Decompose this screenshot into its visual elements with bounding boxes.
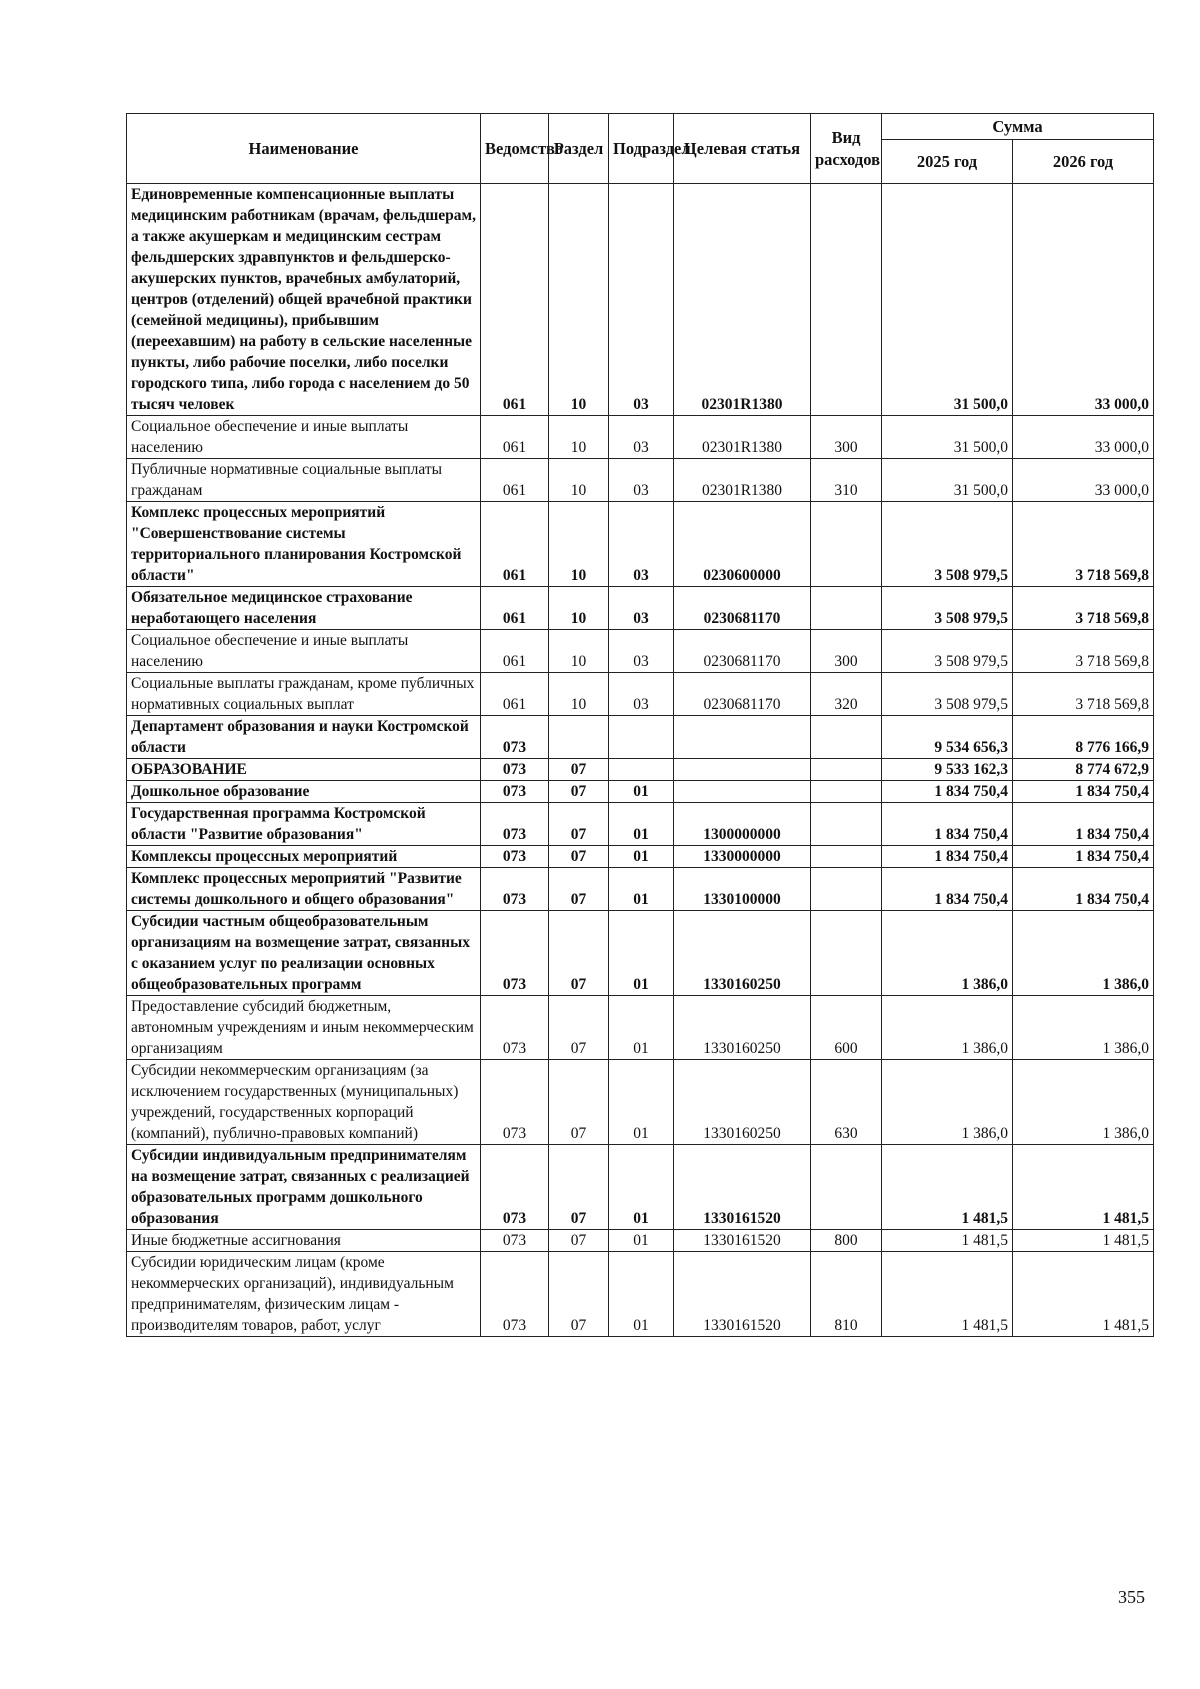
row-vid-rashodov [811,184,882,416]
row-vedomstvo: 073 [481,996,549,1060]
row-razdel: 07 [549,868,609,911]
row-vid-rashodov [811,716,882,759]
row-vid-rashodov: 320 [811,673,882,716]
row-razdel: 07 [549,759,609,781]
row-celevaya-statya: 0230681170 [674,587,811,630]
row-razdel: 07 [549,1252,609,1337]
table-row [127,803,1154,846]
row-vid-rashodov: 630 [811,1060,882,1145]
row-vedomstvo: 061 [481,459,549,502]
row-vedomstvo: 061 [481,416,549,459]
row-celevaya-statya: 02301R1380 [674,184,811,416]
row-celevaya-statya: 1330160250 [674,996,811,1060]
row-vid-rashodov [811,781,882,803]
row-podrazdel: 03 [609,673,674,716]
row-vedomstvo: 073 [481,1145,549,1230]
row-vedomstvo: 061 [481,184,549,416]
row-sum-2026: 1 386,0 [1013,911,1154,996]
row-celevaya-statya: 1330160250 [674,1060,811,1145]
row-celevaya-statya: 02301R1380 [674,416,811,459]
row-sum-2025: 1 834 750,4 [882,846,1013,868]
row-razdel: 10 [549,502,609,587]
row-name: Государственная программа Костромской области "Развитие образования" [127,803,481,846]
row-vid-rashodov [811,502,882,587]
row-name: Единовременные компенсационные выплаты медицинским работникам (врачам, фельдшерам, а также акушеркам и медицинским сестрам фельдшерских здравпунктов и фельдшерско-акушерских пунктов, врачебных амбулаторий, центров (отделений) общей врачебной практики (семейной медицины), прибывшим (переехавшим) на работу в сельские населенные пункты, либо рабочие поселки, либо поселки городского типа, либо города с населением до 50 тысяч человек [127,184,481,416]
row-name: Комплекс процессных мероприятий "Развитие системы дошкольного и общего образования" [127,868,481,911]
row-podrazdel: 03 [609,587,674,630]
header-year-2026: 2026 год [1013,140,1154,184]
row-vedomstvo: 073 [481,911,549,996]
header-vedomstvo: Ведомство [481,114,549,184]
row-podrazdel: 01 [609,911,674,996]
row-razdel: 10 [549,416,609,459]
row-vid-rashodov: 810 [811,1252,882,1337]
table-row [127,1230,1154,1252]
row-vid-rashodov [811,911,882,996]
row-sum-2025: 1 834 750,4 [882,803,1013,846]
row-podrazdel: 01 [609,1145,674,1230]
row-vid-rashodov [811,803,882,846]
row-vedomstvo: 073 [481,1060,549,1145]
row-vedomstvo: 061 [481,587,549,630]
row-vedomstvo: 073 [481,759,549,781]
row-sum-2025: 1 834 750,4 [882,781,1013,803]
table-row [127,630,1154,673]
table-row [127,759,1154,781]
row-sum-2025: 3 508 979,5 [882,630,1013,673]
row-sum-2025: 1 386,0 [882,1060,1013,1145]
table-body [127,184,1154,1337]
row-celevaya-statya: 1330160250 [674,911,811,996]
row-razdel: 07 [549,846,609,868]
table-row [127,996,1154,1060]
row-celevaya-statya: 02301R1380 [674,459,811,502]
row-sum-2026: 1 834 750,4 [1013,846,1154,868]
row-sum-2025: 31 500,0 [882,459,1013,502]
row-sum-2026: 1 386,0 [1013,996,1154,1060]
row-celevaya-statya: 1330161520 [674,1230,811,1252]
row-celevaya-statya: 0230600000 [674,502,811,587]
row-razdel [549,716,609,759]
row-celevaya-statya [674,781,811,803]
row-sum-2026: 1 834 750,4 [1013,803,1154,846]
row-vedomstvo: 073 [481,846,549,868]
row-sum-2026: 1 386,0 [1013,1060,1154,1145]
row-name: Социальные выплаты гражданам, кроме публичных нормативных социальных выплат [127,673,481,716]
header-year-2025: 2025 год [882,140,1013,184]
row-sum-2025: 31 500,0 [882,184,1013,416]
row-name: Обязательное медицинское страхование неработающего населения [127,587,481,630]
row-sum-2025: 9 533 162,3 [882,759,1013,781]
row-name: Иные бюджетные ассигнования [127,1230,481,1252]
row-podrazdel: 03 [609,502,674,587]
row-sum-2026: 3 718 569,8 [1013,502,1154,587]
table-row [127,781,1154,803]
row-razdel: 07 [549,996,609,1060]
row-vid-rashodov [811,868,882,911]
row-podrazdel [609,716,674,759]
row-sum-2026: 1 481,5 [1013,1252,1154,1337]
row-podrazdel [609,759,674,781]
row-vedomstvo: 073 [481,1230,549,1252]
row-podrazdel: 03 [609,184,674,416]
row-sum-2026: 1 481,5 [1013,1145,1154,1230]
table-row [127,184,1154,416]
row-vid-rashodov [811,1145,882,1230]
row-sum-2026: 33 000,0 [1013,416,1154,459]
row-podrazdel: 03 [609,630,674,673]
row-razdel: 07 [549,1060,609,1145]
row-sum-2026: 33 000,0 [1013,184,1154,416]
row-celevaya-statya [674,759,811,781]
row-vid-rashodov: 310 [811,459,882,502]
row-podrazdel: 03 [609,416,674,459]
row-sum-2025: 1 834 750,4 [882,868,1013,911]
row-vedomstvo: 073 [481,803,549,846]
table-row [127,716,1154,759]
row-vedomstvo: 073 [481,781,549,803]
table-row [127,459,1154,502]
row-podrazdel: 01 [609,846,674,868]
row-podrazdel: 01 [609,1060,674,1145]
header-razdel: Раздел [549,114,609,184]
row-celevaya-statya: 0230681170 [674,630,811,673]
table-row [127,673,1154,716]
row-vid-rashodov: 300 [811,630,882,673]
row-sum-2026: 3 718 569,8 [1013,673,1154,716]
row-sum-2025: 3 508 979,5 [882,502,1013,587]
page-number: 355 [1118,1587,1145,1607]
row-podrazdel: 01 [609,996,674,1060]
row-vid-rashodov: 800 [811,1230,882,1252]
header-summa: Сумма [882,114,1154,140]
row-name: Комплекс процессных мероприятий "Совершенствование системы территориального планирования Костромской области" [127,502,481,587]
table-row [127,868,1154,911]
row-sum-2025: 1 481,5 [882,1230,1013,1252]
row-name: Комплексы процессных мероприятий [127,846,481,868]
table-row [127,1060,1154,1145]
row-sum-2025: 3 508 979,5 [882,673,1013,716]
row-podrazdel: 03 [609,459,674,502]
row-sum-2025: 1 386,0 [882,911,1013,996]
header-vid-rashodov: Вид расходов [811,114,882,184]
row-sum-2026: 1 481,5 [1013,1230,1154,1252]
table-row [127,1252,1154,1337]
row-vedomstvo: 061 [481,630,549,673]
row-razdel: 07 [549,1230,609,1252]
row-razdel: 07 [549,803,609,846]
row-celevaya-statya: 1300000000 [674,803,811,846]
table-row [127,911,1154,996]
row-name: Субсидии индивидуальным предпринимателям на возмещение затрат, связанных с реализацией образовательных программ дошкольного образования [127,1145,481,1230]
row-celevaya-statya [674,716,811,759]
row-podrazdel: 01 [609,1230,674,1252]
row-celevaya-statya: 1330161520 [674,1252,811,1337]
row-vid-rashodov: 600 [811,996,882,1060]
row-sum-2025: 1 481,5 [882,1252,1013,1337]
row-podrazdel: 01 [609,803,674,846]
row-name: Департамент образования и науки Костромской области [127,716,481,759]
header-podrazdel: Подраздел [609,114,674,184]
row-sum-2026: 3 718 569,8 [1013,630,1154,673]
row-vid-rashodov [811,846,882,868]
row-name: Дошкольное образование [127,781,481,803]
budget-table [126,113,1154,1337]
row-vid-rashodov [811,759,882,781]
table-row [127,587,1154,630]
row-sum-2026: 33 000,0 [1013,459,1154,502]
row-sum-2025: 3 508 979,5 [882,587,1013,630]
row-razdel: 07 [549,781,609,803]
row-celevaya-statya: 1330100000 [674,868,811,911]
row-name: Социальное обеспечение и иные выплаты населению [127,416,481,459]
row-vedomstvo: 061 [481,673,549,716]
row-podrazdel: 01 [609,781,674,803]
row-vid-rashodov [811,587,882,630]
row-name: Социальное обеспечение и иные выплаты населению [127,630,481,673]
row-sum-2025: 9 534 656,3 [882,716,1013,759]
table-row [127,416,1154,459]
row-vedomstvo: 073 [481,868,549,911]
row-razdel: 07 [549,1145,609,1230]
row-name: Субсидии частным общеобразовательным организациям на возмещение затрат, связанных с оказанием услуг по реализации основных общеобразовательных программ [127,911,481,996]
table-row [127,846,1154,868]
row-name: Субсидии юридическим лицам (кроме некоммерческих организаций), индивидуальным предпринимателям, физическим лицам - производителям товаров, работ, услуг [127,1252,481,1337]
row-sum-2026: 3 718 569,8 [1013,587,1154,630]
row-razdel: 10 [549,630,609,673]
row-name: ОБРАЗОВАНИЕ [127,759,481,781]
table-row [127,502,1154,587]
row-vedomstvo: 061 [481,502,549,587]
row-sum-2026: 8 776 166,9 [1013,716,1154,759]
row-celevaya-statya: 1330000000 [674,846,811,868]
row-name: Субсидии некоммерческим организациям (за исключением государственных (муниципальных) учреждений, государственных корпораций (компаний), публично-правовых компаний) [127,1060,481,1145]
row-celevaya-statya: 1330161520 [674,1145,811,1230]
row-razdel: 10 [549,587,609,630]
row-sum-2026: 1 834 750,4 [1013,781,1154,803]
row-sum-2025: 1 386,0 [882,996,1013,1060]
row-name: Предоставление субсидий бюджетным, автономным учреждениям и иным некоммерческим организациям [127,996,481,1060]
header-name: Наименование [127,114,481,184]
header-celevaya-statya: Целевая статья [674,114,811,184]
row-razdel: 10 [549,459,609,502]
row-podrazdel: 01 [609,868,674,911]
row-sum-2026: 8 774 672,9 [1013,759,1154,781]
table-row [127,1145,1154,1230]
row-sum-2025: 1 481,5 [882,1145,1013,1230]
row-sum-2025: 31 500,0 [882,416,1013,459]
row-vedomstvo: 073 [481,716,549,759]
row-vid-rashodov: 300 [811,416,882,459]
row-podrazdel: 01 [609,1252,674,1337]
row-name: Публичные нормативные социальные выплаты гражданам [127,459,481,502]
row-razdel: 07 [549,911,609,996]
row-razdel: 10 [549,673,609,716]
row-vedomstvo: 073 [481,1252,549,1337]
row-razdel: 10 [549,184,609,416]
row-sum-2026: 1 834 750,4 [1013,868,1154,911]
row-celevaya-statya: 0230681170 [674,673,811,716]
